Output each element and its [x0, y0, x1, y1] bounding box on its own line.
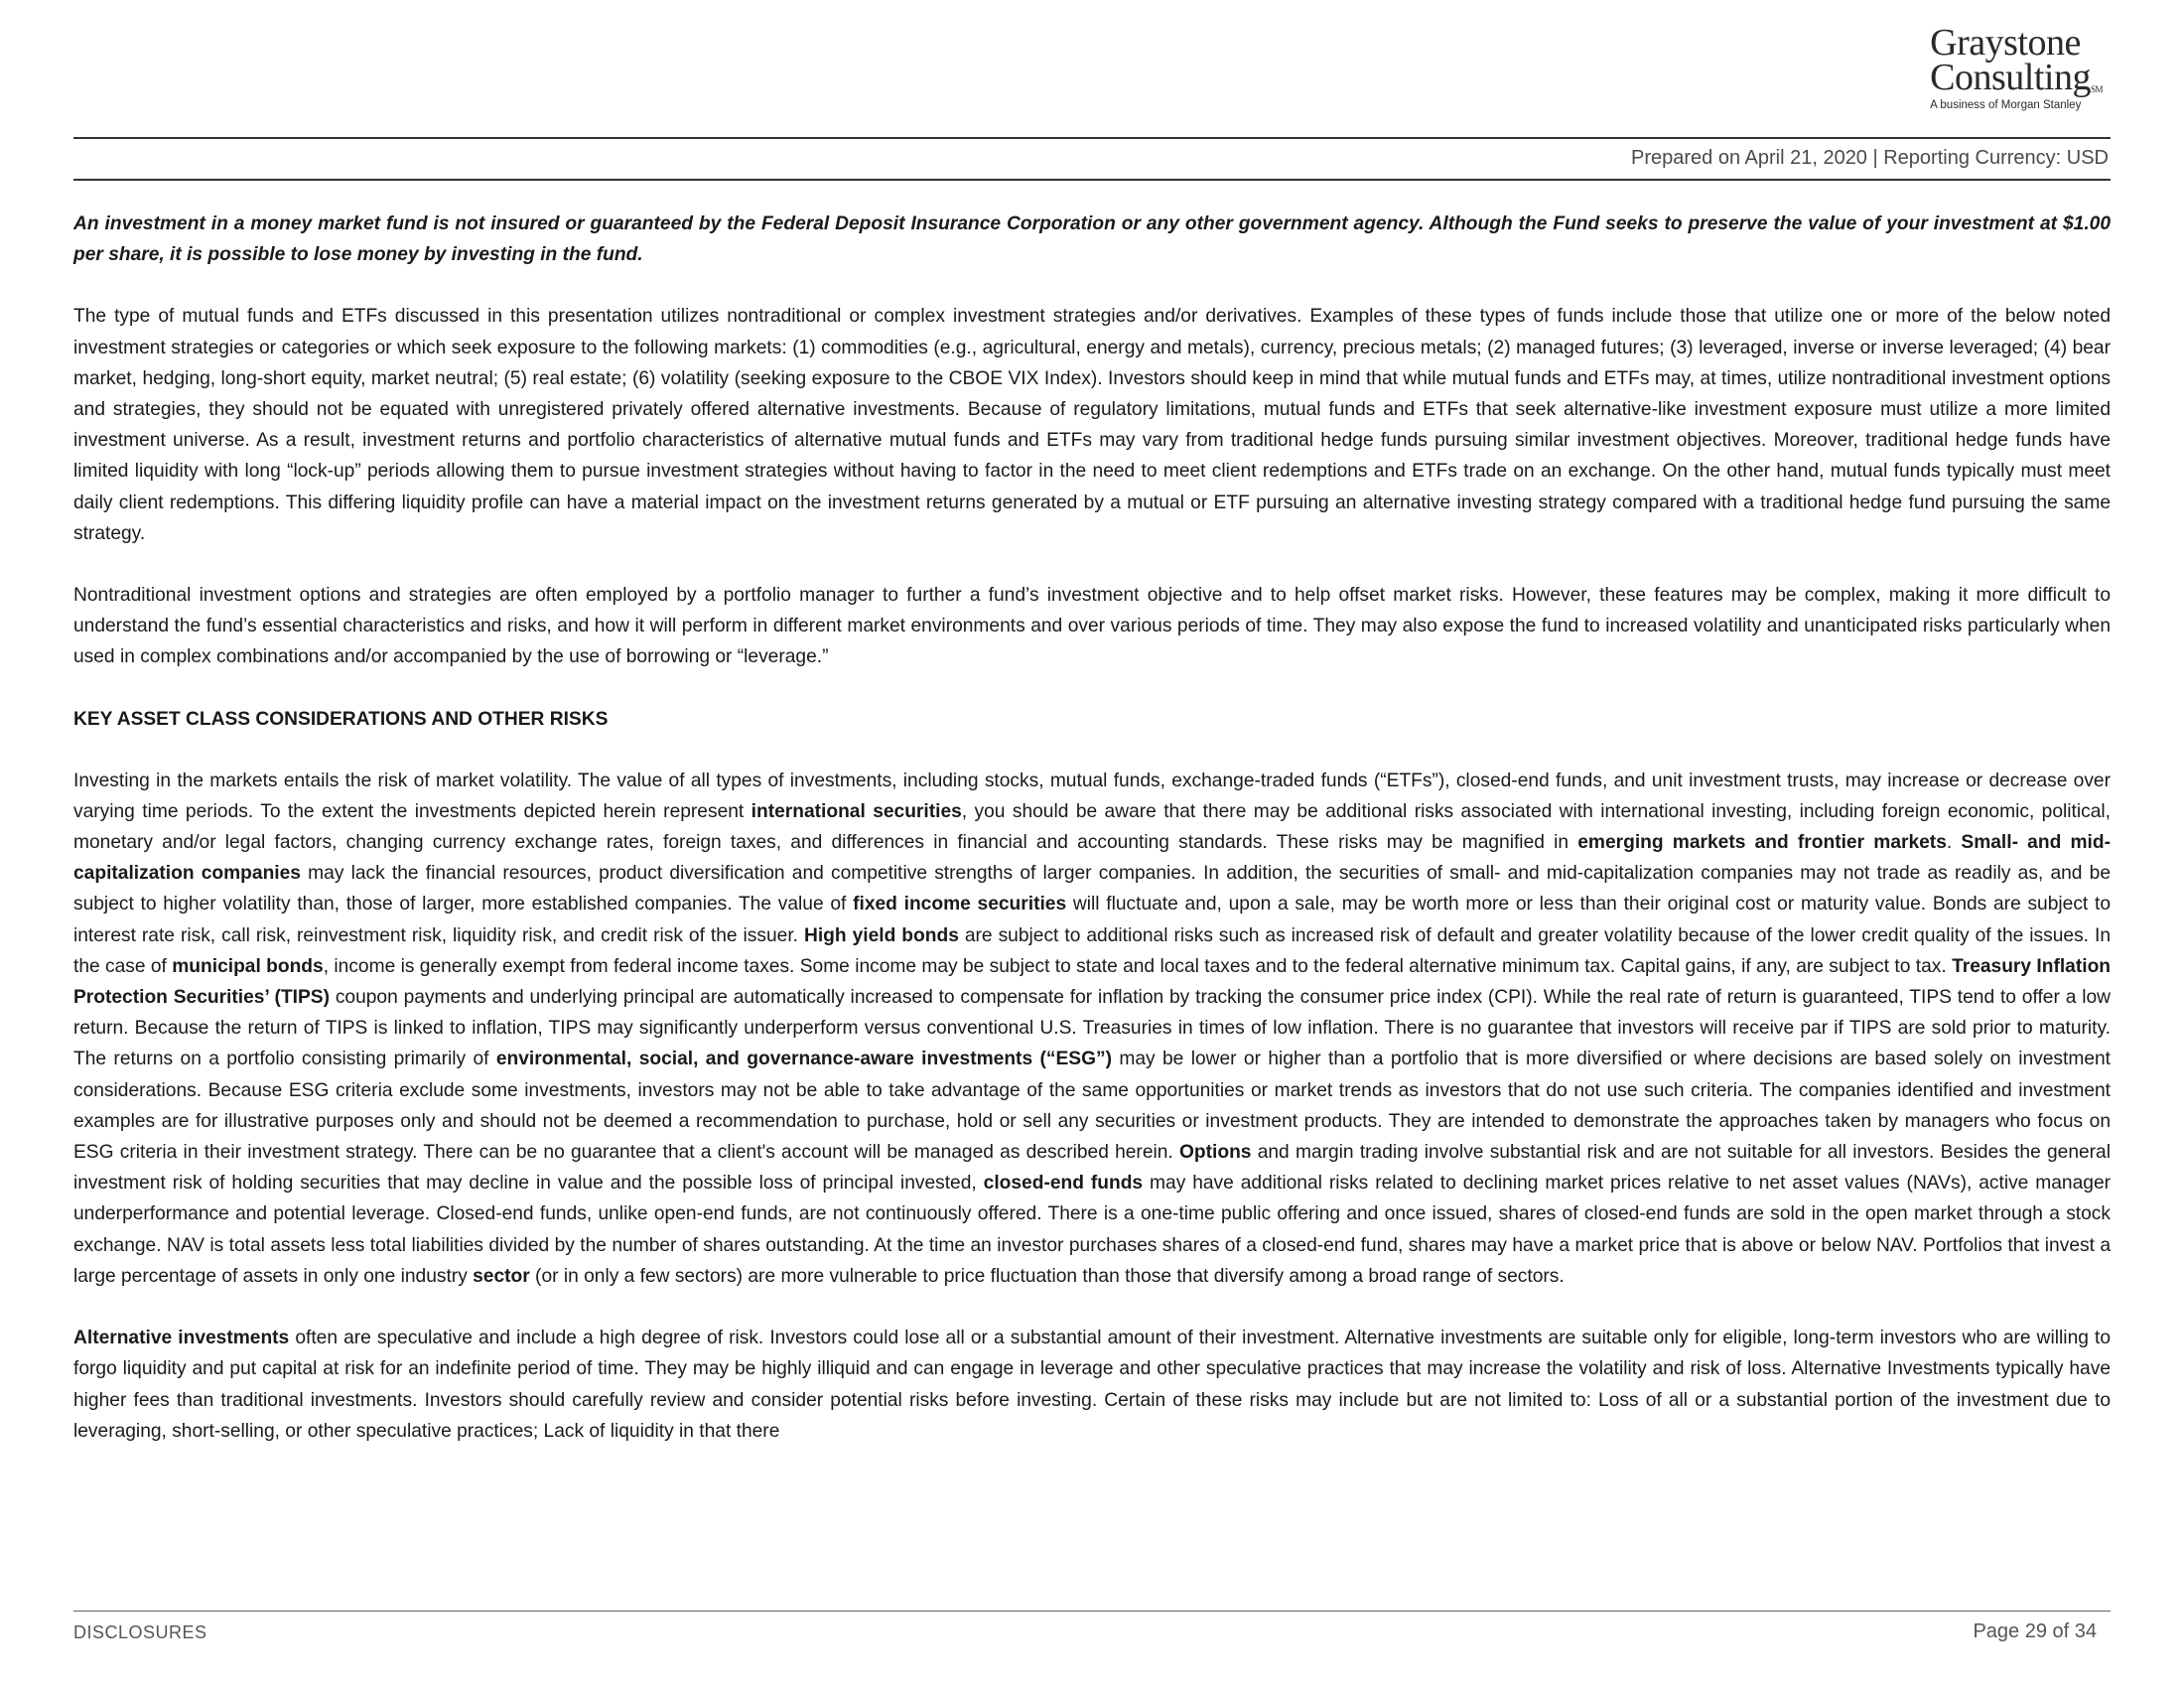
bold-term: fixed income securities — [853, 894, 1067, 915]
bold-term: Treasury Inflation Protection Securities’ (TIPS) — [73, 955, 2112, 1009]
bold-term: sector — [473, 1265, 530, 1287]
bold-term: Alternative investments — [73, 1328, 290, 1349]
bold-term: Small- and mid-capitalization companies — [73, 832, 2111, 885]
header-rule-top — [73, 137, 2111, 139]
bold-term: environmental, social, and governance-aware investments (“ESG”) — [495, 1049, 1112, 1070]
graystone-logo — [1930, 22, 2103, 111]
footer-rule — [73, 1611, 2111, 1612]
section-heading: KEY ASSET CLASS CONSIDERATIONS AND OTHER RISKS — [73, 708, 609, 730]
paragraph-asset-class-risks: Investing in the markets entails the risk of market volatility. The value of all types of investments, including stocks, mutual funds, exchange-traded funds (“ETFs”), closed-end funds, and unit investment trusts, may increase or decrease over varying time periods. To the extent the investments depicted herein represent international securities, you should be aware that there may be additional risks associated with international investing, including foreign economic, political, monetary and/or legal factors, changing currency exchange rates, foreign taxes, and differences in financial and accounting standards. These risks may be magnified in emerging markets and frontier markets. Small- and mid-capitalization companies may lack the financial resources, product diversification and competitive strengths of larger companies. In addition, the securities of small- and mid-capitalization companies may not trade as readily as, and be subject to higher volatility than, those of larger, more established companies. The value of fixed income securities will fluctuate and, upon a sale, may be worth more or less than their original cost or maturity value. Bonds are subject to interest rate risk, call risk, reinvestment risk, liquidity risk, and credit risk of the issuer. High yield bonds are subject to additional risks such as increased risk of default and greater volatility because of the lower credit quality of the issues. In the case of municipal bonds, income is generally exempt from federal income taxes. Some income may be subject to state and local taxes and to the federal alternative minimum tax. Capital gains, if any, are subject to tax. Treasury Inflation Protection Securities’ (TIPS) coupon payments and underlying principal are automatically increased to compensate for inflation by tracking the consumer price index (CPI). While the real rate of return is guaranteed, TIPS tend to offer a low return. Because the return of TIPS is linked to inflation, TIPS may significantly underperform versus conventional U.S. Treasuries in times of low inflation. There is no guarantee that investors will receive par if TIPS are sold prior to maturity. The returns on a portfolio consisting primarily of environmental, social, and governance-aware investments (“ESG”) may be lower or higher than a portfolio that is more diversified or where decisions are based solely on investment considerations. Because ESG criteria exclude some investments, investors may not be able to take advantage of the same opportunities or market trends as investors that do not use such criteria. The companies identified and investment examples are for illustrative purposes only and should not be deemed a recommendation to purchase, hold or sell any securities or investment products. They are intended to demonstrate the approaches taken by managers who focus on ESG criteria in their investment strategy. There can be no guarantee that a client's account will be managed as described herein. Options and margin trading involve substantial risk and are not suitable for all investors. Besides the general investment risk of holding securities that may decline in value and the possible loss of principal invested, closed-end funds may have additional risks related to declining market prices relative to net asset values (NAVs), active manager underperformance and potential leverage. Closed-end funds, unlike open-end funds, are not continuously offered. There is a one-time public offering and once issued, shares of closed-end funds are sold in the open market through a stock exchange. NAV is total assets less total liabilities divided by the number of shares outstanding. At the time an investor purchases shares of a closed-end fund, shares may have a market price that is above or below NAV. Portfolios that invest a large percentage of assets in only one industry sector (or in only a few sectors) are more vulnerable to price fluctuation than those that diversify among a broad range of sectors. — [73, 770, 2112, 1287]
paragraph-nontraditional-strategies: Nontraditional investment options and strategies are often employed by a portfolio manager to further a fund’s investment objective and to help offset market risks. However, these features may be complex, making it more difficult to understand the fund’s essential characteristics and risks, and how it will perform in different market environments and over various periods of time. They may also expose the fund to increased volatility and unanticipated risks particularly when used in complex combinations and/or accompanied by the use of borrowing or “leverage.” — [73, 585, 2111, 668]
page-number: Page 29 of 34 — [1973, 1620, 2097, 1642]
header-rule-bottom — [73, 179, 2111, 181]
bold-term: closed-end funds — [983, 1173, 1144, 1195]
disclosure-body — [73, 209, 2111, 1477]
paragraph-nontraditional-funds: The type of mutual funds and ETFs discussed in this presentation utilizes nontraditional or complex investment strategies and/or derivatives. Examples of these types of funds include those that utilize one or more of the below noted investment strategies or categories or which seek exposure to the following markets: (1) commodities (e.g., agricultural, energy and metals), currency, precious metals; (2) managed futures; (3) leveraged, inverse or inverse leveraged; (4) bear market, hedging, long-short equity, market neutral; (5) real estate; (6) volatility (seeking exposure to the CBOE VIX Index). Investors should keep in mind that while mutual funds and ETFs may, at times, utilize nontraditional investment options and strategies, they should not be equated with unregistered privately offered alternative investments. Because of regulatory limitations, mutual funds and ETFs that seek alternative-like investment exposure must utilize a more limited investment universe. As a result, investment returns and portfolio characteristics of alternative mutual funds and ETFs may vary from traditional hedge funds pursuing similar investment objectives. Moreover, traditional hedge funds have limited liquidity with long “lock-up” periods allowing them to pursue investment strategies without having to factor in the need to meet client redemptions and ETFs trade on an exchange. On the other hand, mutual funds typically must meet daily client redemptions. This differing liquidity profile can have a material impact on the investment returns generated by a mutual or ETF pursuing an alternative investing strategy compared with a traditional hedge fund pursuing the same strategy. — [73, 306, 2111, 544]
logo-line2 — [1930, 57, 2103, 98]
prepared-date: Prepared on April 21, 2020 | Reporting Currency: USD — [1630, 147, 2109, 169]
paragraph-alternative-investments: Alternative investments often are speculative and include a high degree of risk. Investors could lose all or a substantial amount of their investment. Alternative investments are suitable only for eligible, long-term investors who are willing to forgo liquidity and put capital at risk for an indefinite period of time. They may be highly illiquid and can engage in leverage and other speculative practices that may increase the volatility and risk of loss. Alternative Investments typically have higher fees than traditional investments. Investors should carefully review and consider potential risks before investing. Certain of these risks may include but are not limited to: Loss of all or a substantial portion of the investment due to leveraging, short-selling, or other speculative practices; Lack of liquidity in that there — [73, 1328, 2112, 1442]
bold-term: High yield bonds — [803, 924, 959, 946]
bold-term: emerging markets and frontier markets — [1577, 832, 1947, 854]
footer-section-label: DISCLOSURES — [73, 1622, 207, 1642]
logo-service-mark: SM — [2090, 84, 2103, 94]
bold-term: Options — [1179, 1142, 1252, 1164]
logo-tagline: A business of Morgan Stanley — [1930, 99, 2082, 111]
bold-term: municipal bonds — [172, 955, 324, 977]
logo-line1: Graystone — [1930, 22, 2081, 64]
money-market-notice: An investment in a money market fund is not insured or guaranteed by the Federal Deposit Insurance Corporation or any other government agency. Although the Fund seeks to preserve the value of your investment at $1.00 per share, it is possible to lose money by investing in the fund. — [73, 213, 2111, 266]
logo-word: Consulting — [1930, 57, 2091, 98]
bold-term: international securities — [751, 800, 962, 822]
